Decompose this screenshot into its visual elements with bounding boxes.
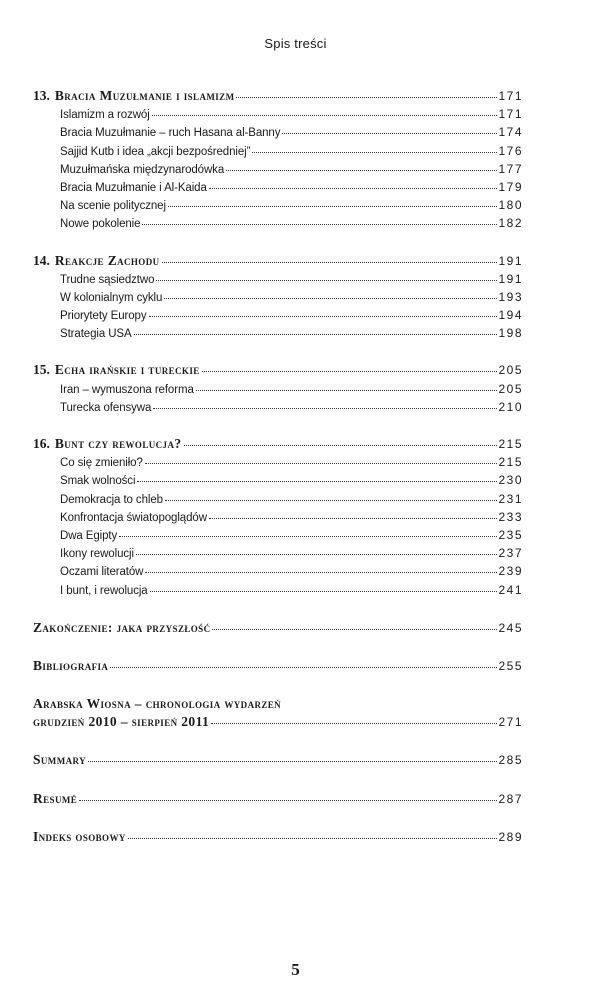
chapter-number: 16. — [33, 436, 50, 451]
entry-title: grudzień 2010 – sierpień 2011 — [33, 714, 210, 730]
entry-title: Indeks osobowy — [33, 828, 126, 844]
page-number: 230 — [498, 473, 523, 488]
page-number: 241 — [498, 582, 523, 597]
chronology-entry[interactable] — [33, 713, 522, 731]
subentry-title: Bracia Muzułmanie – ruch Hasana al-Banny — [60, 127, 281, 140]
spacer — [33, 731, 522, 751]
subentry-title: W kolonialnym cyklu — [60, 291, 163, 304]
dot-leader — [156, 268, 497, 281]
dot-leader — [165, 488, 498, 501]
dot-leader — [149, 304, 498, 317]
subentry-title: Co się zmieniło? — [60, 457, 143, 470]
page-number: 210 — [498, 399, 523, 414]
dot-leader — [152, 103, 498, 116]
entry-title: Zakończenie: jaka przyszłość — [33, 619, 211, 635]
ending-entry[interactable] — [33, 619, 522, 637]
dot-leader — [282, 121, 497, 134]
subentry-title: Trudne sąsiedztwo — [60, 273, 155, 286]
dot-leader — [212, 617, 497, 630]
subentry-title: I bunt, i rewolucja — [60, 584, 148, 597]
subentry-title: Turecka ofensywa — [60, 401, 152, 414]
page-footer-number: 5 — [291, 960, 300, 979]
page-number: 239 — [498, 564, 523, 579]
page-number: 235 — [498, 527, 523, 542]
dot-leader — [162, 250, 498, 263]
page-number: 289 — [498, 829, 523, 844]
dot-leader — [110, 655, 497, 668]
page-number: 182 — [498, 216, 523, 231]
page-number: 287 — [498, 791, 523, 806]
dot-leader — [79, 788, 497, 801]
chapter-title: Echa irańskie i tureckie — [54, 362, 200, 378]
subentry-title: Bracia Muzułmanie i Al-Kaida — [60, 181, 207, 194]
dot-leader — [137, 469, 497, 482]
dot-leader — [145, 560, 497, 573]
resume-entry[interactable] — [33, 790, 522, 808]
page-number: 231 — [498, 491, 523, 506]
page-number: 191 — [498, 271, 523, 286]
chronology-entry-line1[interactable]: Arabska Wiosna – chronologia wydarzeń — [33, 696, 282, 712]
page-number: 271 — [498, 715, 523, 730]
page-number: 285 — [498, 753, 523, 768]
chapter-title: Bunt czy rewolucja? — [54, 436, 182, 451]
toc-subentry[interactable] — [33, 214, 522, 232]
page-number: 205 — [498, 363, 523, 378]
toc-subentry[interactable] — [33, 324, 522, 342]
subentry-title: Priorytety Europy — [60, 310, 147, 323]
dot-leader — [202, 359, 498, 372]
page-number: 255 — [498, 658, 523, 673]
page-number: 233 — [498, 509, 523, 524]
page-number: 171 — [498, 89, 523, 103]
subentry-title: Islamizm a rozwój — [60, 109, 150, 122]
dot-leader — [196, 378, 498, 391]
page-number: 245 — [498, 620, 523, 635]
entry-title: Bibliografia — [33, 657, 109, 673]
entry-title: Resumé — [33, 790, 78, 806]
page-number: 180 — [498, 198, 523, 213]
page-number: 176 — [498, 143, 523, 158]
page-number: 191 — [498, 253, 523, 268]
dot-leader — [88, 749, 497, 762]
dot-leader — [184, 433, 498, 446]
chapter-title: Reakcje Zachodu — [54, 252, 160, 268]
dot-leader — [145, 451, 498, 464]
chapter-number: 15. — [33, 362, 50, 378]
chapter-title: Bracia Muzułmanie i islamizm — [54, 88, 235, 103]
subentry-title: Nowe pokolenie — [60, 218, 141, 231]
spacer — [33, 599, 522, 619]
table-of-contents — [33, 87, 522, 846]
subentry-title: Na scenie politycznej — [60, 200, 166, 213]
dot-leader — [153, 396, 497, 409]
page-number: 198 — [498, 326, 523, 341]
page-number: 177 — [498, 161, 523, 176]
page-number: 205 — [498, 381, 523, 396]
spacer — [33, 637, 522, 657]
dot-leader — [211, 711, 497, 724]
page-number: 179 — [498, 179, 523, 194]
page-number: 215 — [498, 455, 523, 470]
page-number: 194 — [498, 308, 523, 323]
index-entry[interactable] — [33, 828, 522, 846]
subentry-title: Smak wolności — [60, 475, 136, 488]
toc-subentry[interactable] — [33, 398, 522, 416]
subentry-title: Oczami literatów — [60, 566, 144, 579]
bibliography-entry[interactable] — [33, 657, 522, 675]
dot-leader — [226, 158, 497, 171]
subentry-title: Konfrontacja światopoglądów — [60, 511, 207, 524]
page-number: 171 — [498, 107, 523, 122]
subentry-title: Strategia USA — [60, 328, 132, 341]
spacer — [33, 770, 522, 790]
page-number: 193 — [498, 289, 523, 304]
page-number: 237 — [498, 546, 523, 561]
dot-leader — [209, 506, 498, 519]
page-number: 215 — [498, 437, 523, 451]
dot-leader — [164, 286, 497, 299]
page-number: 174 — [498, 125, 523, 140]
dot-leader — [252, 140, 497, 153]
dot-leader — [209, 176, 498, 189]
summary-entry[interactable] — [33, 751, 522, 769]
dot-leader — [119, 524, 497, 537]
subentry-title: Iran – wymuszona reforma — [60, 383, 194, 396]
chapter-number: 13. — [33, 88, 50, 103]
spacer — [33, 675, 522, 695]
subentry-title: Muzułmańska międzynarodówka — [60, 163, 225, 176]
entry-title: Summary — [33, 752, 86, 768]
toc-subentry[interactable] — [33, 581, 522, 599]
page-header: Spis treści — [264, 36, 327, 51]
subentry-title: Dwa Egipty — [60, 529, 118, 542]
subentry-title: Demokracja to chleb — [60, 493, 163, 506]
dot-leader — [236, 85, 497, 98]
spacer — [33, 808, 522, 828]
subentry-title: Sajjid Kutb i idea „akcji bezpośredniej” — [60, 145, 251, 158]
chapter-number: 14. — [33, 252, 50, 268]
dot-leader — [128, 826, 498, 839]
dot-leader — [134, 322, 498, 335]
subentry-title: Ikony rewolucji — [60, 548, 134, 561]
dot-leader — [142, 212, 497, 225]
dot-leader — [150, 579, 498, 592]
dot-leader — [136, 542, 498, 555]
dot-leader — [168, 194, 498, 207]
